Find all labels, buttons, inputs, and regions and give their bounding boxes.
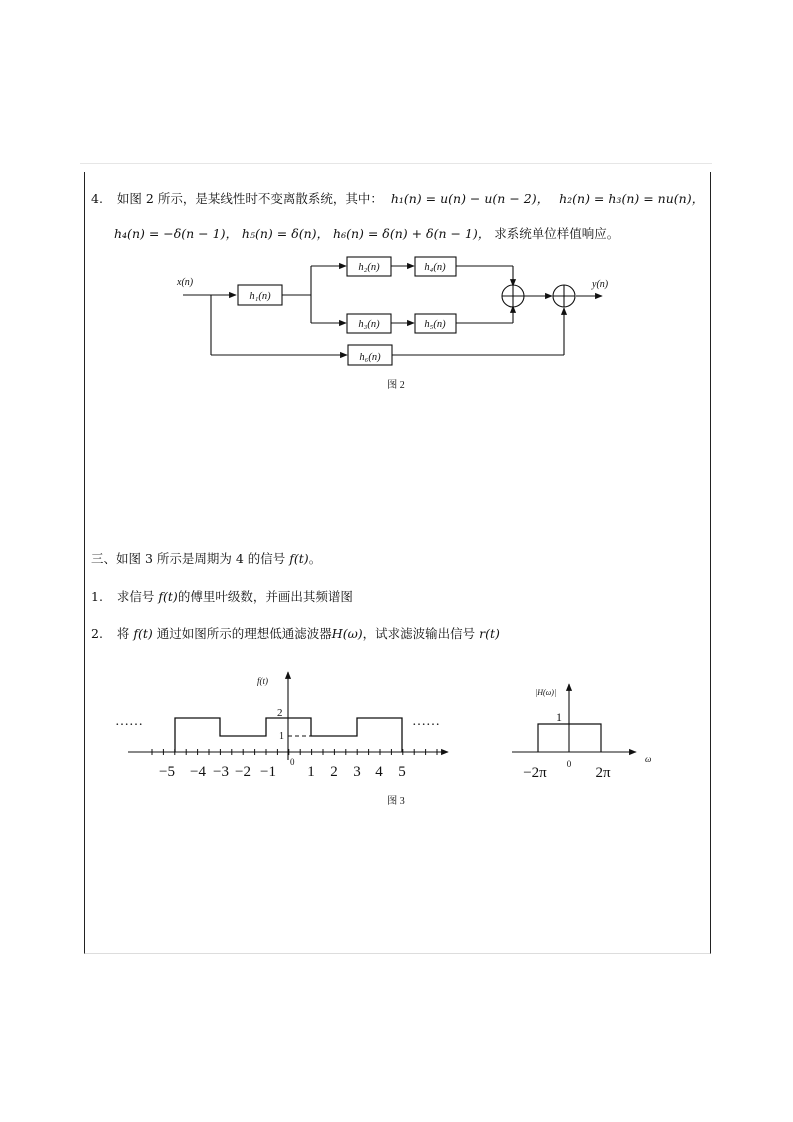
- problem-4-task: 求系统单位样值响应。: [494, 226, 620, 241]
- f-of-t: f(t): [133, 626, 153, 641]
- right-continuation-dots: ……: [412, 714, 440, 729]
- tick-label-neg5: −5: [159, 764, 175, 780]
- filter-y-label: |H(ω)|: [535, 688, 557, 697]
- figure-2-caption: 图 2: [387, 380, 405, 391]
- signal-plot: [115, 672, 448, 780]
- block-h1-label: h₁(n): [249, 291, 271, 302]
- f-of-t: f(t): [158, 589, 178, 604]
- question-2-number: 2.: [91, 626, 103, 641]
- question-1-text-post: 的傅里叶级数，并画出其频谱图: [177, 589, 353, 604]
- problem-4-lead: 如图 2 所示，是某线性时不变离散系统，其中：: [116, 191, 383, 206]
- tick-label-4: 4: [375, 764, 383, 780]
- level-high-label: 2: [277, 707, 283, 719]
- tick-label-neg2: −2: [235, 764, 251, 780]
- question-2-text-mid: 通过如图所示的理想低通滤波器: [152, 626, 332, 641]
- filter-left-cutoff: −2π: [523, 765, 547, 781]
- question-2-text-mid2: ，试求滤波输出信号: [362, 626, 480, 641]
- block-h5-label: h₅(n): [424, 319, 446, 330]
- filter-right-cutoff: 2π: [595, 765, 611, 781]
- figure-3-caption: 图 3: [387, 796, 405, 807]
- filter-plot: [512, 684, 651, 781]
- level-low-label: 1: [279, 731, 284, 742]
- filter-origin-label: 0: [566, 759, 572, 769]
- filter-height-label: 1: [556, 710, 562, 724]
- left-continuation-dots: ……: [115, 714, 143, 729]
- tick-label-5: 5: [398, 764, 406, 780]
- equation-h1: h₁(n) = u(n) − u(n − 2)，: [390, 191, 550, 206]
- question-1-number: 1.: [91, 589, 103, 604]
- tick-label-2: 2: [330, 764, 338, 780]
- input-label: x(n): [177, 277, 194, 288]
- section-3-heading-text: 三、如图 3 所示是周期为 4 的信号: [91, 551, 290, 566]
- question-2-text-pre: 将: [116, 626, 134, 641]
- block-h6-label: h₆(n): [359, 352, 381, 363]
- output-label: y(n): [592, 279, 609, 290]
- block-h4-label: h₄(n): [424, 262, 446, 273]
- block-h3-label: h₃(n): [358, 319, 380, 330]
- r-of-t: r(t): [479, 626, 500, 641]
- section-3-heading-end: 。: [308, 551, 322, 566]
- tick-label-neg4: −4: [190, 764, 206, 780]
- signal-origin-label: 0: [290, 757, 295, 767]
- f-of-t: f(t): [289, 551, 309, 566]
- tick-label-3: 3: [353, 764, 361, 780]
- tick-label-neg1: −1: [260, 764, 276, 780]
- signal-y-label: f(t): [257, 676, 268, 686]
- filter-x-label: ω: [645, 754, 652, 764]
- equations-h4-h5-h6: h₄(n) = −δ(n − 1)， h₅(n) = δ(n)， h₆(n) = δ(n) + δ(n − 1)，: [114, 226, 491, 241]
- h-of-omega: H(ω): [331, 626, 363, 641]
- tick-label-1: 1: [307, 764, 315, 780]
- equation-h2-h3: h₂(n) = h₃(n) = nu(n)，: [559, 191, 705, 206]
- tick-label-neg3: −3: [213, 764, 229, 780]
- block-h2-label: h₂(n): [358, 262, 380, 273]
- problem-4-number: 4.: [91, 191, 103, 206]
- question-1-text-pre: 求信号: [116, 589, 159, 604]
